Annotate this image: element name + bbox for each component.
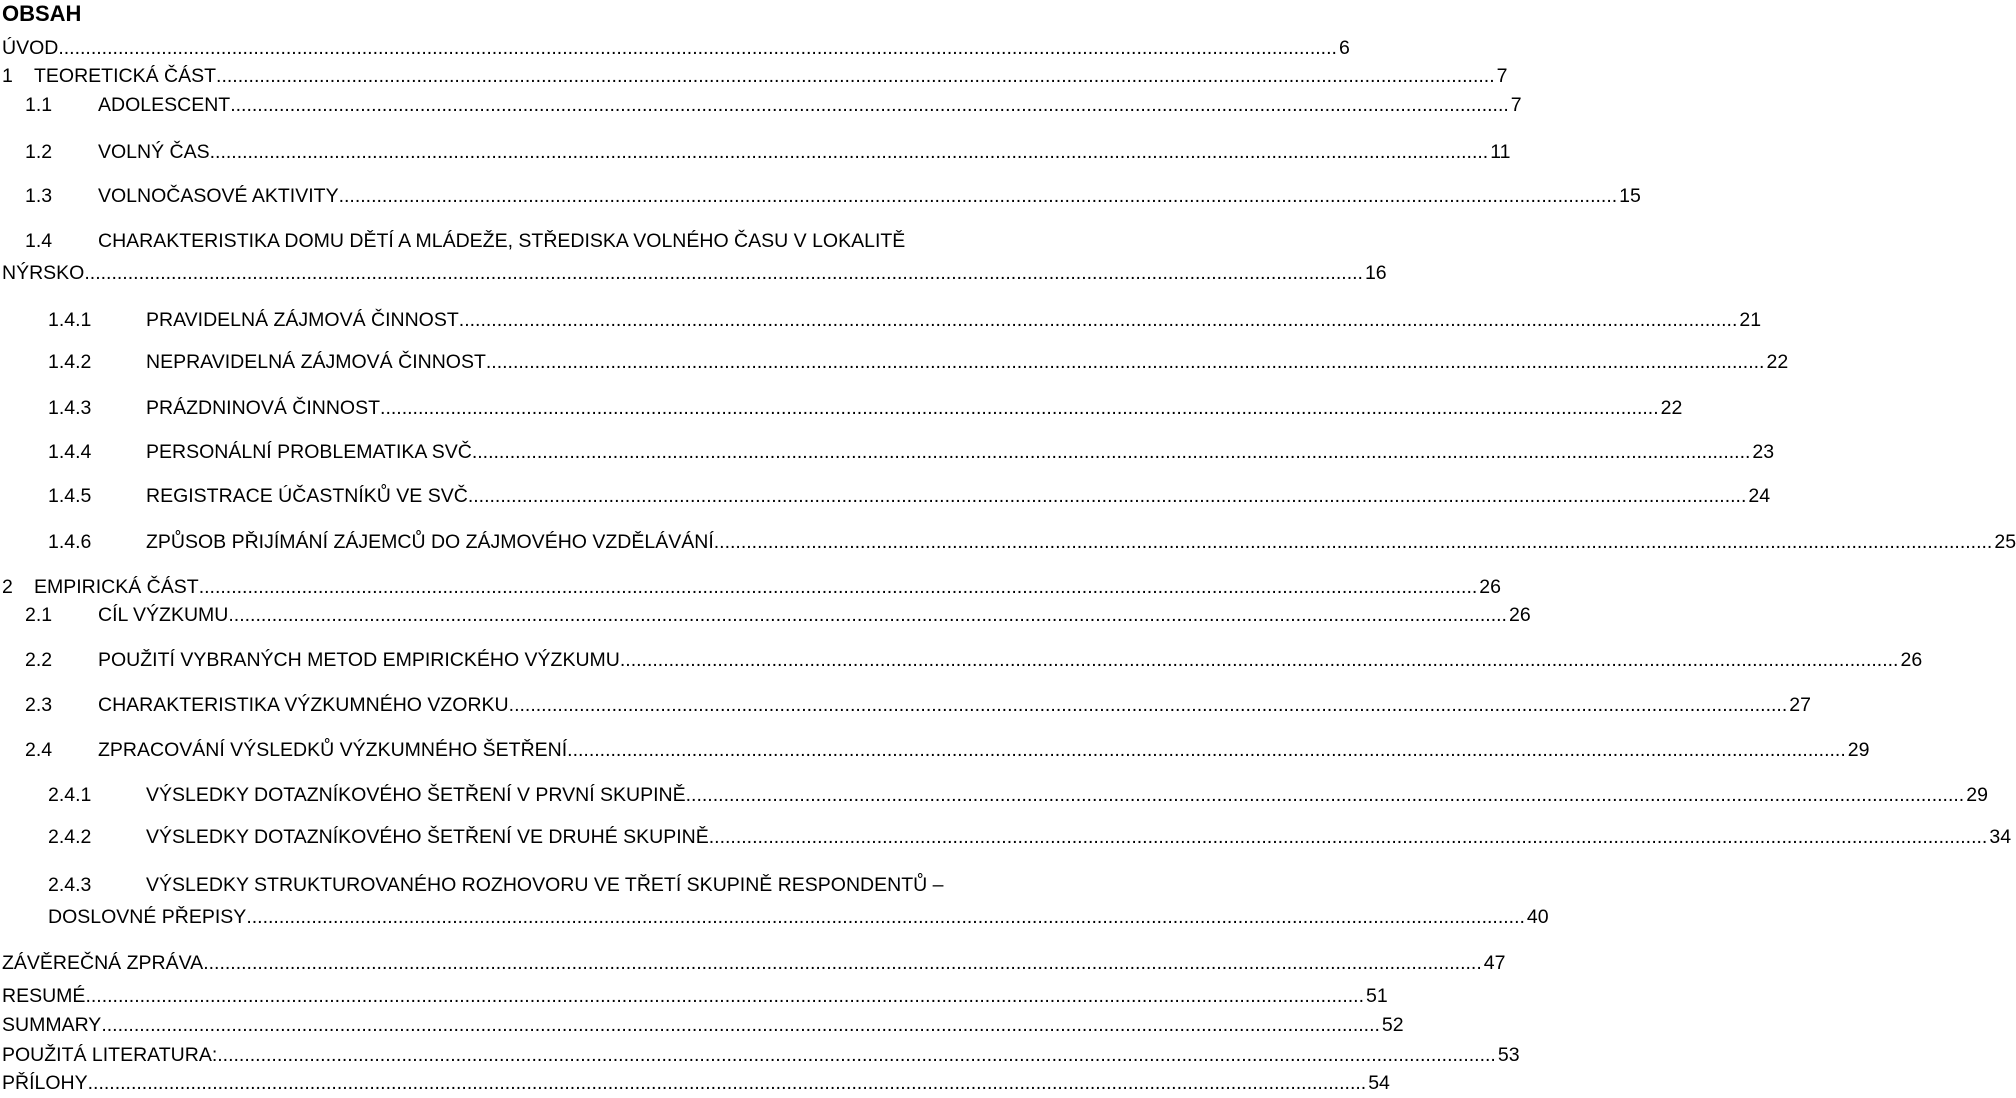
toc-entry[interactable] — [48, 305, 1762, 335]
toc-entry[interactable] — [48, 527, 2016, 557]
toc-entry-number: 1.1 — [25, 94, 53, 116]
toc-entry-number: 1 — [2, 65, 13, 87]
toc-entry-title: RESUMÉ — [2, 985, 86, 1007]
toc-entry-title: PERSONÁLNÍ PROBLEMATIKA SVČ — [146, 441, 472, 463]
toc-entry[interactable] — [2, 33, 1350, 63]
toc-entry-title-continued: NÝRSKO — [2, 262, 85, 284]
dot-leader: ............................................................................................................................................................................................................................................ — [101, 1014, 1380, 1036]
toc-entry[interactable] — [2, 61, 1508, 91]
dot-leader: ............................................................................................................................................................................................................................................ — [685, 784, 1965, 806]
page-title: OBSAH — [2, 1, 82, 26]
toc-entry-number: 1.4.6 — [48, 531, 92, 553]
toc-entry-page: 27 — [1789, 694, 1811, 716]
toc-entry-page: 21 — [1739, 309, 1762, 331]
toc-entry-page: 29 — [1966, 784, 1988, 806]
dot-leader: ............................................................................................................................................................................................................................................ — [471, 441, 1751, 463]
toc-entry-page: 7 — [1510, 94, 1522, 116]
toc-entry-page: 23 — [1752, 441, 1775, 463]
toc-entry-title: CÍL VÝZKUMU — [98, 604, 229, 626]
dot-leader: ............................................................................................................................................................................................................................................ — [198, 576, 1478, 598]
toc-entry-title: ÚVOD — [2, 37, 59, 59]
toc-entry-page: 15 — [1619, 185, 1641, 207]
dot-leader: ............................................................................................................................................................................................................................................ — [485, 351, 1765, 373]
toc-entry-page: 54 — [1368, 1072, 1390, 1094]
toc-entry-title: SUMMARY — [2, 1014, 102, 1036]
toc-entry[interactable] — [25, 137, 1511, 167]
toc-entry-page: 7 — [1496, 65, 1508, 87]
toc-entry-page: 26 — [1900, 649, 1923, 671]
toc-entry-page: 34 — [1989, 826, 2012, 848]
toc-entry-number: 2.4.1 — [48, 784, 92, 806]
toc-entry[interactable] — [48, 481, 1771, 511]
toc-entry-page: 53 — [1497, 1044, 1520, 1066]
toc-entry-page: 29 — [1847, 739, 1870, 761]
toc-entry-page: 47 — [1483, 952, 1506, 974]
toc-entry-title: ZÁVĚREČNÁ ZPRÁVA — [2, 952, 204, 974]
toc-entry-number: 2.1 — [25, 604, 53, 626]
toc-entry-title: CHARAKTERISTIKA DOMU DĚTÍ A MLÁDEŽE, STŘEDISKA VOLNÉHO ČASU V LOKALITĚ — [98, 230, 906, 252]
toc-entry[interactable] — [48, 780, 1988, 810]
toc-entry-number: 1.3 — [25, 185, 53, 207]
toc-entry-title: VOLNÝ ČAS — [98, 141, 210, 163]
toc-entry[interactable] — [25, 600, 1531, 630]
toc-entry-page: 6 — [1338, 37, 1350, 59]
toc-entry-title: VÝSLEDKY DOTAZNÍKOVÉHO ŠETŘENÍ V PRVNÍ SKUPINĚ — [146, 784, 686, 806]
toc-entry[interactable] — [25, 645, 1923, 675]
toc-entry-first-line[interactable] — [48, 870, 943, 900]
dot-leader: ............................................................................................................................................................................................................................................ — [338, 185, 1618, 207]
toc-entry[interactable] — [2, 981, 1388, 1011]
dot-leader: ............................................................................................................................................................................................................................................ — [713, 531, 1993, 553]
toc-entry-title: REGISTRACE ÚČASTNÍKŮ VE SVČ — [146, 485, 468, 507]
toc-entry[interactable] — [2, 572, 1501, 602]
toc-entry-page: 24 — [1748, 485, 1771, 507]
toc-entry[interactable] — [25, 735, 1870, 765]
dot-leader: ............................................................................................................................................................................................................................................ — [246, 906, 1525, 928]
toc-entry-number: 1.4.5 — [48, 485, 92, 507]
dot-leader: ............................................................................................................................................................................................................................................ — [84, 262, 1363, 284]
toc-entry[interactable] — [25, 181, 1641, 211]
toc-entry-title: ZPRACOVÁNÍ VÝSLEDKŮ VÝZKUMNÉHO ŠETŘENÍ — [98, 739, 568, 761]
toc-entry-title: PŘÍLOHY — [2, 1072, 88, 1094]
toc-entry[interactable] — [48, 393, 1683, 423]
toc-entry[interactable] — [48, 437, 1775, 467]
dot-leader: ............................................................................................................................................................................................................................................ — [85, 985, 1365, 1007]
toc-entry[interactable] — [25, 690, 1811, 720]
toc-entry-page: 26 — [1508, 604, 1531, 626]
dot-leader: ............................................................................................................................................................................................................................................ — [467, 485, 1747, 507]
toc-entry-number: 1.4.3 — [48, 397, 92, 419]
toc-entry-title: EMPIRICKÁ ČÁST — [34, 576, 199, 598]
dot-leader: ............................................................................................................................................................................................................................................ — [228, 604, 1507, 626]
toc-entry-number: 2.3 — [25, 694, 53, 716]
toc-entry[interactable] — [25, 90, 1522, 120]
toc-entry-page: 40 — [1526, 906, 1549, 928]
toc-entry[interactable] — [2, 948, 1506, 978]
dot-leader: ............................................................................................................................................................................................................................................ — [508, 694, 1788, 716]
toc-entry-number: 1.4.1 — [48, 309, 92, 331]
dot-leader: ............................................................................................................................................................................................................................................ — [458, 309, 1738, 331]
toc-entry-title-continued: DOSLOVNÉ PŘEPISY — [48, 906, 247, 928]
toc-entry-number: 1.2 — [25, 141, 53, 163]
toc-entry-page: 25 — [1994, 531, 2016, 553]
toc-entry-title: ADOLESCENT — [98, 94, 231, 116]
toc-entry[interactable] — [2, 1040, 1520, 1070]
dot-leader: ............................................................................................................................................................................................................................................ — [87, 1072, 1367, 1094]
toc-entry-number: 1.4 — [25, 230, 53, 252]
toc-entry-title: POUŽITÁ LITERATURA: — [2, 1044, 218, 1066]
toc-entry-title: NEPRAVIDELNÁ ZÁJMOVÁ ČINNOST — [146, 351, 486, 373]
dot-leader: ............................................................................................................................................................................................................................................ — [619, 649, 1899, 671]
toc-entry-title: POUŽITÍ VYBRANÝCH METOD EMPIRICKÉHO VÝZKUMU — [98, 649, 620, 671]
toc-entry[interactable] — [2, 1068, 1390, 1098]
toc-entry-page: 22 — [1766, 351, 1789, 373]
dot-leader: ............................................................................................................................................................................................................................................ — [380, 397, 1659, 419]
toc-entry-number: 2.2 — [25, 649, 53, 671]
toc-entry[interactable] — [48, 822, 2012, 852]
toc-entry-number: 2.4 — [25, 739, 53, 761]
dot-leader: ............................................................................................................................................................................................................................................ — [58, 37, 1337, 59]
toc-entry[interactable] — [2, 258, 1387, 288]
dot-leader: ............................................................................................................................................................................................................................................ — [209, 141, 1489, 163]
toc-entry-title: TEORETICKÁ ČÁST — [34, 65, 217, 87]
toc-entry-title: VÝSLEDKY DOTAZNÍKOVÉHO ŠETŘENÍ VE DRUHÉ SKUPINĚ — [146, 826, 709, 848]
toc-entry-title: PRAVIDELNÁ ZÁJMOVÁ ČINNOST — [146, 309, 459, 331]
toc-entry-title: CHARAKTERISTIKA VÝZKUMNÉHO VZORKU — [98, 694, 509, 716]
toc-entry-title: ZPŮSOB PŘIJÍMÁNÍ ZÁJEMCŮ DO ZÁJMOVÉHO VZDĚLÁVÁNÍ — [146, 531, 714, 553]
toc-entry-page: 22 — [1660, 397, 1683, 419]
toc-entry-first-line[interactable] — [25, 226, 905, 256]
toc-entry-page: 26 — [1479, 576, 1501, 598]
toc-entry[interactable] — [2, 1010, 1404, 1040]
toc-entry-title: PRÁZDNINOVÁ ČINNOST — [146, 397, 381, 419]
toc-entry-title: VÝSLEDKY STRUKTUROVANÉHO ROZHOVORU VE TŘETÍ SKUPINĚ RESPONDENTŮ – — [146, 874, 944, 896]
toc-entry-number: 1.4.4 — [48, 441, 92, 463]
toc-entry-page: 11 — [1490, 141, 1511, 163]
dot-leader: ............................................................................................................................................................................................................................................ — [217, 1044, 1496, 1066]
dot-leader: ............................................................................................................................................................................................................................................ — [216, 65, 1495, 87]
toc-entry-number: 2.4.3 — [48, 874, 92, 896]
dot-leader: ............................................................................................................................................................................................................................................ — [203, 952, 1482, 974]
toc-entry-page: 51 — [1366, 985, 1388, 1007]
dot-leader: ............................................................................................................................................................................................................................................ — [230, 94, 1509, 116]
toc-entry-number: 2 — [2, 576, 13, 598]
toc-entry-page: 52 — [1381, 1014, 1404, 1036]
toc-entry-title: VOLNOČASOVÉ AKTIVITY — [98, 185, 339, 207]
toc-entry-page: 16 — [1364, 262, 1387, 284]
toc-entry[interactable] — [48, 347, 1789, 377]
toc-entry-number: 1.4.2 — [48, 351, 92, 373]
toc-entry[interactable] — [48, 902, 1549, 932]
toc-entry-number: 2.4.2 — [48, 826, 92, 848]
dot-leader: ............................................................................................................................................................................................................................................ — [567, 739, 1846, 761]
dot-leader: ............................................................................................................................................................................................................................................ — [708, 826, 1988, 848]
